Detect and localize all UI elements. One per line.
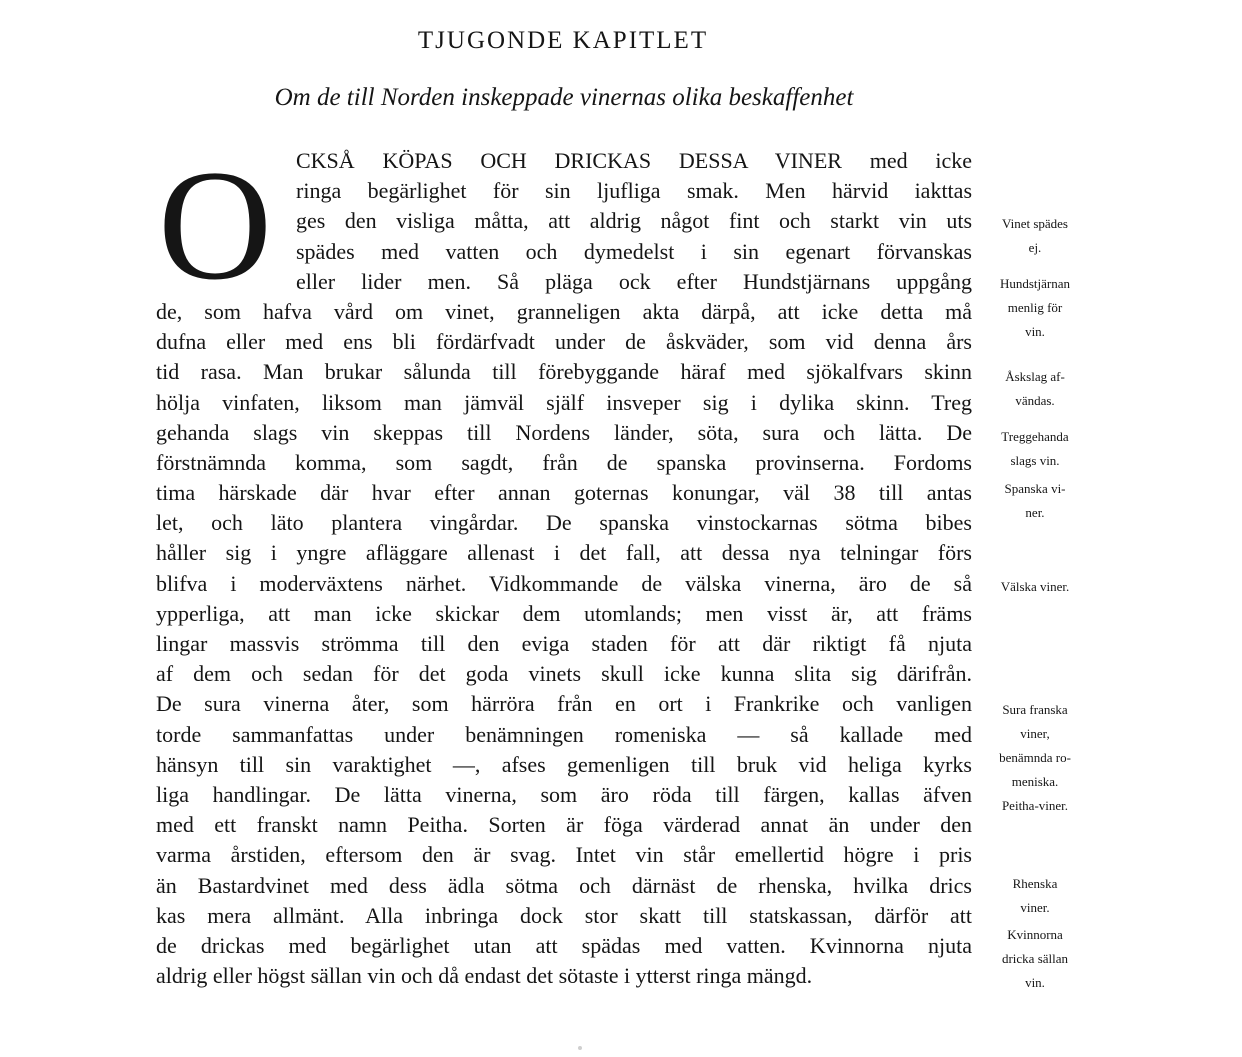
text-line: tima härskade där hvar efter annan goternas konungar, väl 38 till antas [156,480,972,506]
text-line: hölja vinfaten, liksom man jämväl själf insveper sig i dylika skinn. Treg [156,389,972,415]
margin-note: Sura franska viner, benämnda ro- meniska. [999,702,1071,789]
margin-note: Välska viner. [1000,579,1070,594]
drop-cap: O [158,138,273,313]
text-line: CKSÅ KÖPAS OCH DRICKAS DESSA VINER med icke [296,148,972,173]
text-line: ges den visliga måtta, att aldrig något fint och starkt vin uts [296,208,972,234]
text-line: ringa begärlighet för sin ljufliga smak. Men härvid iakttas [296,178,972,204]
margin-note: Vinet spädes ej. [1001,216,1068,255]
text-line: liga handlingar. De lätta vinerna, som äro röda till färgen, kallas äfven [156,781,972,807]
text-line: lingar massvis strömma till den eviga staden för att där riktigt få njuta [156,631,972,656]
text-line: spädes med vatten och dymedelst i sin egenart förvanskas [296,238,972,264]
text-line: hänsyn till sin varaktighet —, afses gemenligen till bruk vid heliga kyrks [156,751,972,777]
text-line: let, och läto plantera vingårdar. De spanska vinstockarnas sötma bibes [156,510,972,536]
chapter-subtitle: Om de till Norden inskeppade vinernas olika beskaffenhet [274,84,854,111]
text-line: dufna eller med ens bli fördärfvadt under de åskväder, som vid denna års [156,329,972,355]
margin-note: Spanska vi- ner. [1004,481,1066,520]
scan-speck [578,1046,582,1050]
margin-note: Treggehanda slags vin. [1001,429,1069,468]
text-line: med ett franskt namn Peitha. Sorten är föga värderad annat än under den [156,812,972,838]
margin-note: Rhenska viner. [1012,876,1058,915]
text-line: De sura vinerna åter, som härröra från en ort i Frankrike och vanligen [156,691,972,717]
body-text [156,138,972,991]
text-line: förstnämnda komma, som sagdt, från de spanska provinserna. Fordoms [156,449,972,475]
margin-note: Kvinnorna dricka sällan vin. [1001,927,1069,990]
text-line: af dem och sedan för det goda vinets skull icke kunna slita sig därifrån. [156,661,972,687]
text-line: håller sig i yngre afläggare allenast i det fall, att dessa nya telningar förs [156,540,972,566]
text-line: eller lider men. Så pläga ock efter Hundstjärnans uppgång [296,268,972,294]
margin-note: Åskslag af- vändas. [1005,369,1065,408]
text-line: än Bastardvinet med dess ädla sötma och därnäst de rhenska, hvilka drics [156,872,972,898]
text-line: ypperliga, att man icke skickar dem utomlands; men visst är, att främs [156,600,972,626]
text-line: gehanda slags vin skeppas till Nordens länder, söta, sura och lätta. De [156,419,972,445]
margin-note: Hundstjärnan menlig för vin. [999,276,1071,339]
margin-note: Peitha-viner. [1001,798,1069,813]
text-line: blifva i moderväxtens närhet. Vidkommande de välska vinerna, äro de så [156,570,972,596]
text-line: aldrig eller högst sällan vin och då endast det sötaste i ytterst ringa mängd. [156,963,813,989]
text-line: kas mera allmänt. Alla inbringa dock stor skatt till statskassan, därför att [156,902,972,928]
text-line: varma årstiden, eftersom den är svag. Intet vin står emellertid högre i pris [156,842,972,868]
text-line: de drickas med begärlighet utan att spädas med vatten. Kvinnorna njuta [156,932,972,958]
text-line: de, som hafva vård om vinet, granneligen akta därpå, att icke detta må [156,298,972,324]
text-line: tid rasa. Man brukar sålunda till förebyggande häraf med sjökalfvars skinn [156,359,972,385]
text-line: torde sammanfattas under benämningen romeniska — så kallade med [156,721,972,747]
chapter-title: TJUGONDE KAPITLET [417,27,709,54]
